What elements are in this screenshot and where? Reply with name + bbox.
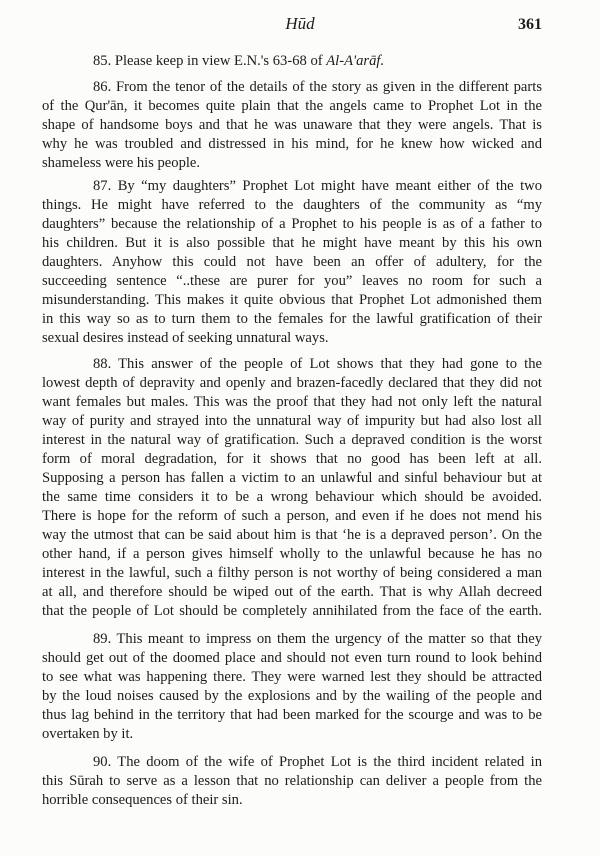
text-line: his children. But it is also possible that he might have meant by this his own <box>42 235 542 251</box>
text-line: 86. From the tenor of the details of the story as given in the different parts <box>93 79 542 95</box>
text-line: other hand, if a person gives himself wholly to the unlawful because he has no <box>42 546 542 562</box>
text-line: shape of handsome boys and that he was unaware that they were angels. That is <box>42 117 542 133</box>
page-number: 361 <box>518 16 542 33</box>
text-line: that the people of Lot should be completely annihilated from the face of the earth. <box>42 603 542 619</box>
text-line: 87. By “my daughters” Prophet Lot might have meant either of the two <box>93 178 542 194</box>
note-86 <box>42 78 542 173</box>
text-line: sexual desires instead of seeking unnatural ways. <box>42 330 329 346</box>
running-header-title: Hūd <box>285 14 315 33</box>
note-88 <box>42 355 542 621</box>
text-line: why he was troubled and distressed in his mind, for he knew how wicked and <box>42 136 542 152</box>
text-line: of the Qur'ān, it becomes quite plain that the angels came to Prophet Lot in the <box>42 98 542 114</box>
text-line: interest in the lawful, such a filthy person is not worthy of being considered a man <box>42 565 542 581</box>
text-line: in this way so as to turn them to the females for the lawful gratification of their <box>42 311 542 327</box>
text-line: the same time considers it to be a wrong behaviour which should be avoided. <box>42 489 542 505</box>
text-line: want females but males. This was the proof that they had not only left the natural <box>42 394 542 410</box>
text-line: lowest depth of depravity and openly and brazen-facedly declared that they did not <box>42 375 542 391</box>
text-line: succeeding sentence “..these are purer for you” leaves no room for such a <box>42 273 542 289</box>
note-85 <box>42 52 542 71</box>
text-line: 85. Please keep in view E.N.'s 63-68 of Al-A'arāf. <box>93 53 385 69</box>
text-line: form of moral degradation, for it shows that no good has been left at all. <box>42 451 542 467</box>
text-line: way of purity and strayed into the unnatural way of impurity but had also lost all <box>42 413 542 429</box>
text-line: thus lag behind in the territory that had been marked for the scourge and was to be <box>42 707 542 723</box>
note-87 <box>42 177 542 348</box>
text-line: horrible consequences of their sin. <box>42 792 243 808</box>
text-line: interest in the natural way of gratification. Such a depraved condition is the worst <box>42 432 542 448</box>
text-line: 89. This meant to impress on them the urgency of the matter so that they <box>93 631 542 647</box>
text-line: this Sūrah to serve as a lesson that no relationship can deliver a people from the <box>42 773 542 789</box>
text-line: to see what was happening there. They were warned lest they should be attracted <box>42 669 542 685</box>
text-line: daughters. Anyhow this could not have been an offer of adultery, for the <box>42 254 542 270</box>
text-line: 88. This answer of the people of Lot shows that they had gone to the <box>93 356 542 372</box>
text-line: by the loud noises caused by the explosions and by the wailing of the people and <box>42 688 542 704</box>
text-line: way the utmost that can be said about him is that ‘he is a depraved person’. On the <box>42 527 542 543</box>
text-line: misunderstanding. This makes it quite obvious that Prophet Lot admonished them <box>42 292 542 308</box>
note-89 <box>42 630 542 744</box>
note-90 <box>42 753 542 810</box>
text-line: overtaken by it. <box>42 726 134 742</box>
text-line: shameless were his people. <box>42 155 201 171</box>
text-line: things. He might have referred to the daughters of the community as “my <box>42 197 542 213</box>
text-line: There is hope for the reform of such a person, and even if he does not mend his <box>42 508 542 524</box>
text-line: 90. The doom of the wife of Prophet Lot is the third incident related in <box>93 754 542 770</box>
text-line: at all, and therefore should be wiped out of the earth. That is why Allah decreed <box>42 584 542 600</box>
text-line: Supposing a person has fallen a victim to an unlawful and sinful behaviour but at <box>42 470 542 486</box>
text-line: daughters” because the relationship of a Prophet to his people is as of a father to <box>42 216 542 232</box>
text-line: should get out of the doomed place and should not even turn round to look behind <box>42 650 542 666</box>
